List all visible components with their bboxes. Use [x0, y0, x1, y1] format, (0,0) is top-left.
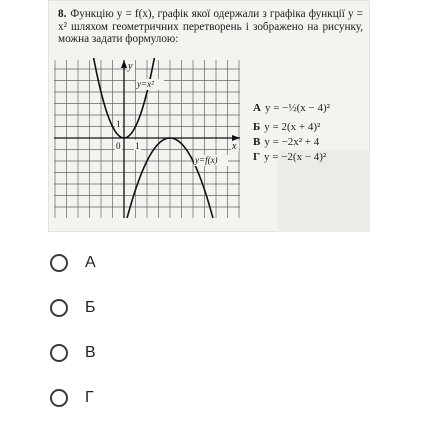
option-b-label: Б [85, 298, 96, 316]
problem-number: 8. [58, 8, 67, 20]
origin-label: 0 [116, 141, 121, 151]
radio-v[interactable] [50, 344, 68, 362]
problem-image [48, 0, 370, 232]
y-unit-label: 1 [116, 119, 121, 129]
answer-g-row: Г y = −2(x − 4)² [253, 151, 327, 163]
x-axis-label: x [232, 141, 237, 152]
radio-b[interactable] [50, 299, 68, 317]
answer-v-row: В y = −2x² + 4 [253, 136, 320, 148]
option-a-label: А [85, 253, 96, 271]
option-g-label: Г [85, 388, 94, 406]
option-a[interactable] [50, 240, 96, 285]
answer-a-row: А y = −½(x − 4)² [253, 102, 330, 114]
radio-g[interactable] [50, 389, 68, 407]
problem-text [58, 8, 363, 46]
answer-options [50, 240, 96, 420]
curve1-label: y=x² [137, 79, 154, 89]
curve2-label: y=f(x) [195, 155, 218, 165]
y-axis-arrow [121, 60, 127, 68]
y-axis-label: y [128, 61, 133, 72]
x-unit-label: 1 [135, 141, 140, 151]
function-graph [54, 58, 244, 218]
answer-choices-in-image [253, 96, 330, 165]
radio-a[interactable] [50, 254, 68, 272]
answer-b-row: Б y = 2(x + 4)² [253, 121, 321, 133]
option-b[interactable] [50, 285, 96, 330]
option-v-label: В [85, 343, 96, 361]
problem-statement: Функцію y = f(x), графік якої одержали з графіка функції y = x² шляхом геометричних перетворень і зображено на рисунку, можна задати формулою: [58, 8, 363, 46]
option-g[interactable] [50, 375, 96, 420]
option-v[interactable] [50, 330, 96, 375]
